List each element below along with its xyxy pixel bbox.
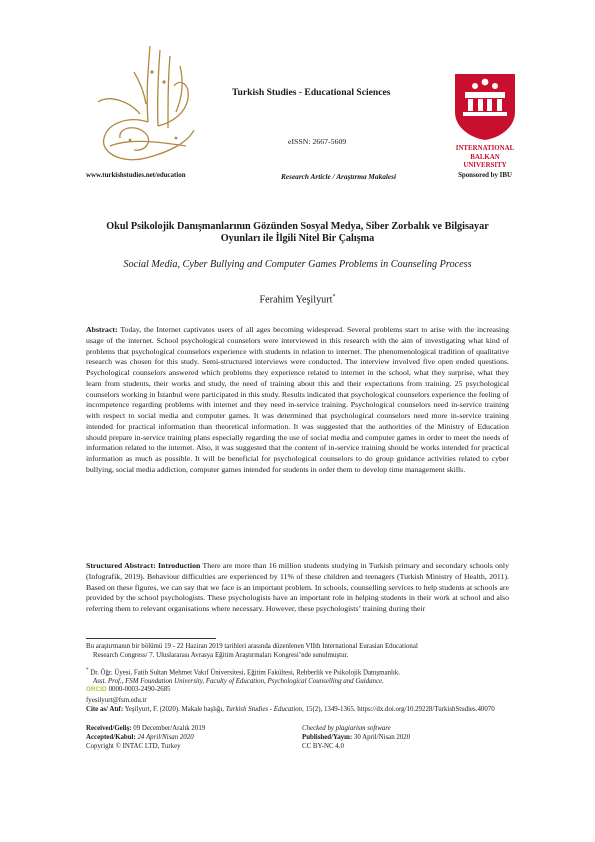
ibu-shield-logo	[453, 72, 517, 142]
journal-title: Turkish Studies - Educational Sciences	[232, 87, 391, 98]
footnote-1	[86, 643, 516, 660]
ibu-name-line: INTERNATIONAL	[455, 145, 515, 152]
footnote-line: Bu araştırmanın bir bölümü 19 - 22 Haziran 2019 tarihleri arasında düzenlenen VIIth International Eurasian Educational	[86, 643, 418, 650]
sponsor-label: Sponsored by IBU	[458, 172, 512, 179]
footnote-2	[86, 667, 516, 686]
published-label: Published/Yayın:	[302, 734, 353, 741]
orcid-id[interactable]: 0000-0003-2490-2685	[108, 686, 171, 693]
citation-journal: Turkish Studies - Education	[225, 706, 303, 713]
article-type: Research Article / Araştırma Makalesi	[281, 172, 396, 181]
journal-website-link[interactable]: www.turkishstudies.net/education	[86, 172, 186, 179]
structured-abstract-text: There are more than 16 million students studying in Turkish primary and secondary schools only (Infografik, 2019). Behaviour difficulties are experienced by 11% of these children and teenagers (Turkish Ministry of Health, 2011). Based on these figures, we can say that we face is an important problem. In schools, counselling services to help students at schools are provided by the school psychologists. These psychologists have an important role in helping students in their work at school and also referring them to relevant organisations where necessary. However, these psychologists’ training during their	[86, 561, 509, 613]
footnote-line: Asst. Prof., FSM Foundation University, Faculty of Education, Psychological Counselling and Guidance.	[93, 677, 384, 685]
plagiarism-check: Checked by plagiarism software	[302, 725, 391, 732]
citation-doi[interactable]: , 15(2), 1349-1365. https://dx.doi.org/10.29228/TurkishStudies.40070	[302, 706, 495, 713]
abstract	[86, 325, 509, 476]
footnote-divider	[86, 638, 216, 639]
copyright: Copyright © INTAC LTD, Turkey	[86, 743, 181, 750]
ibu-name	[430, 145, 540, 171]
abstract-text: Today, the Internet captivates users of all ages becoming widespread. Several problems start to arise with the increasing usage of the internet. School psychological counselors were interviewed in this research with the aim of investigating what kind of problems that psychological counselors experience with students in relation to internet. The phenomenological tradition of qualitative research was chosen for this study. Semi-structured interviews were conducted. The interview involved five open ended questions. Psychological counselors answered which problems they experience related to internet in the school, what they surprise, what they learn from students, their works and study, the need of training about this and their expectations from training. 25 psychological counselors working in İstanbul were participated in this study. Results indicated that psychological counselors experience the feeling of incompetence regarding problems with internet and they need in-service training. Psychological counselors need in-service training with respect to social media and computer games. It was determined that psychological counselors need more in-service training intended for practical information than theoretical information. It was suggested that the authorities of the Ministry of Education should prepare in-service training plans especially regarding the use of social media and computer games in order to meet the needs of information related to the internet. Also, it was suggested that the content of in-service training should be works intended for practical information as much as possible. It will be beneficial for psychological counselors to do group guidance activities related to cyber bullying, social media addiction, computer games intended for students in order them to develop time management skills.	[86, 325, 509, 474]
abstract-label: Abstract:	[86, 325, 118, 334]
ibu-name-line: UNIVERSITY	[463, 162, 507, 170]
tughra-logo	[90, 42, 208, 170]
title-turkish-line: Oyunları ile İlgili Nitel Bir Çalışma	[220, 232, 375, 244]
received-row	[86, 725, 516, 732]
author-name: Ferahim Yeşilyurt	[259, 294, 333, 306]
footnote-line: Research Congress/ 7. Uluslararası Avrasya Eğitim Araştırmaları Kongresi’nde sunulmuştur.	[93, 651, 349, 659]
structured-abstract-label: Structured Abstract: Introduction	[86, 561, 201, 570]
accepted-date: 24 April/Nisan 2020	[135, 734, 194, 741]
received-date: 09 December/Aralık 2019	[131, 725, 206, 732]
accepted-label: Accepted/Kabul:	[86, 734, 136, 741]
title-turkish-line: Okul Psikolojik Danışmanlarının Gözünden Sosyal Medya, Siber Zorbalık ve Bilgisayar	[106, 221, 489, 232]
orcid-icon: ORCID	[86, 686, 107, 693]
citation-label: Cite as/ Atıf:	[86, 706, 124, 713]
received-label: Received/Geliş:	[86, 725, 132, 732]
structured-abstract	[86, 561, 509, 615]
author-footnote-mark: *	[332, 294, 336, 300]
footnote-text: Dr. Öğr. Üyesi, Fatih Sultan Mehmet Vakıf Üniversitesi, Eğitim Fakültesi, Rehberlik ve Psikolojik Danışmanlık.	[88, 669, 400, 677]
citation	[86, 706, 509, 715]
footnote-line	[86, 667, 516, 678]
ibu-name-line: BALKAN	[470, 153, 500, 161]
footnote-mark: *	[86, 668, 89, 673]
citation-text: Yeşilyurt, F. (2020). Makale başlığı,	[123, 706, 226, 713]
title-turkish	[86, 221, 509, 245]
license[interactable]: CC BY-NC 4.0	[302, 743, 344, 750]
eissn: eISSN: 2667-5609	[288, 137, 347, 146]
published-date: 30 April/Nisan 2020	[352, 734, 411, 741]
author	[86, 294, 509, 305]
orcid-row[interactable]	[86, 686, 171, 693]
published-info	[302, 734, 410, 741]
author-email[interactable]: fyesilyurt@fsm.edu.tr	[86, 697, 147, 704]
copyright-row	[86, 743, 516, 750]
accepted-row	[86, 734, 516, 741]
title-english: Social Media, Cyber Bullying and Computer Games Problems in Counseling Process	[123, 259, 472, 270]
